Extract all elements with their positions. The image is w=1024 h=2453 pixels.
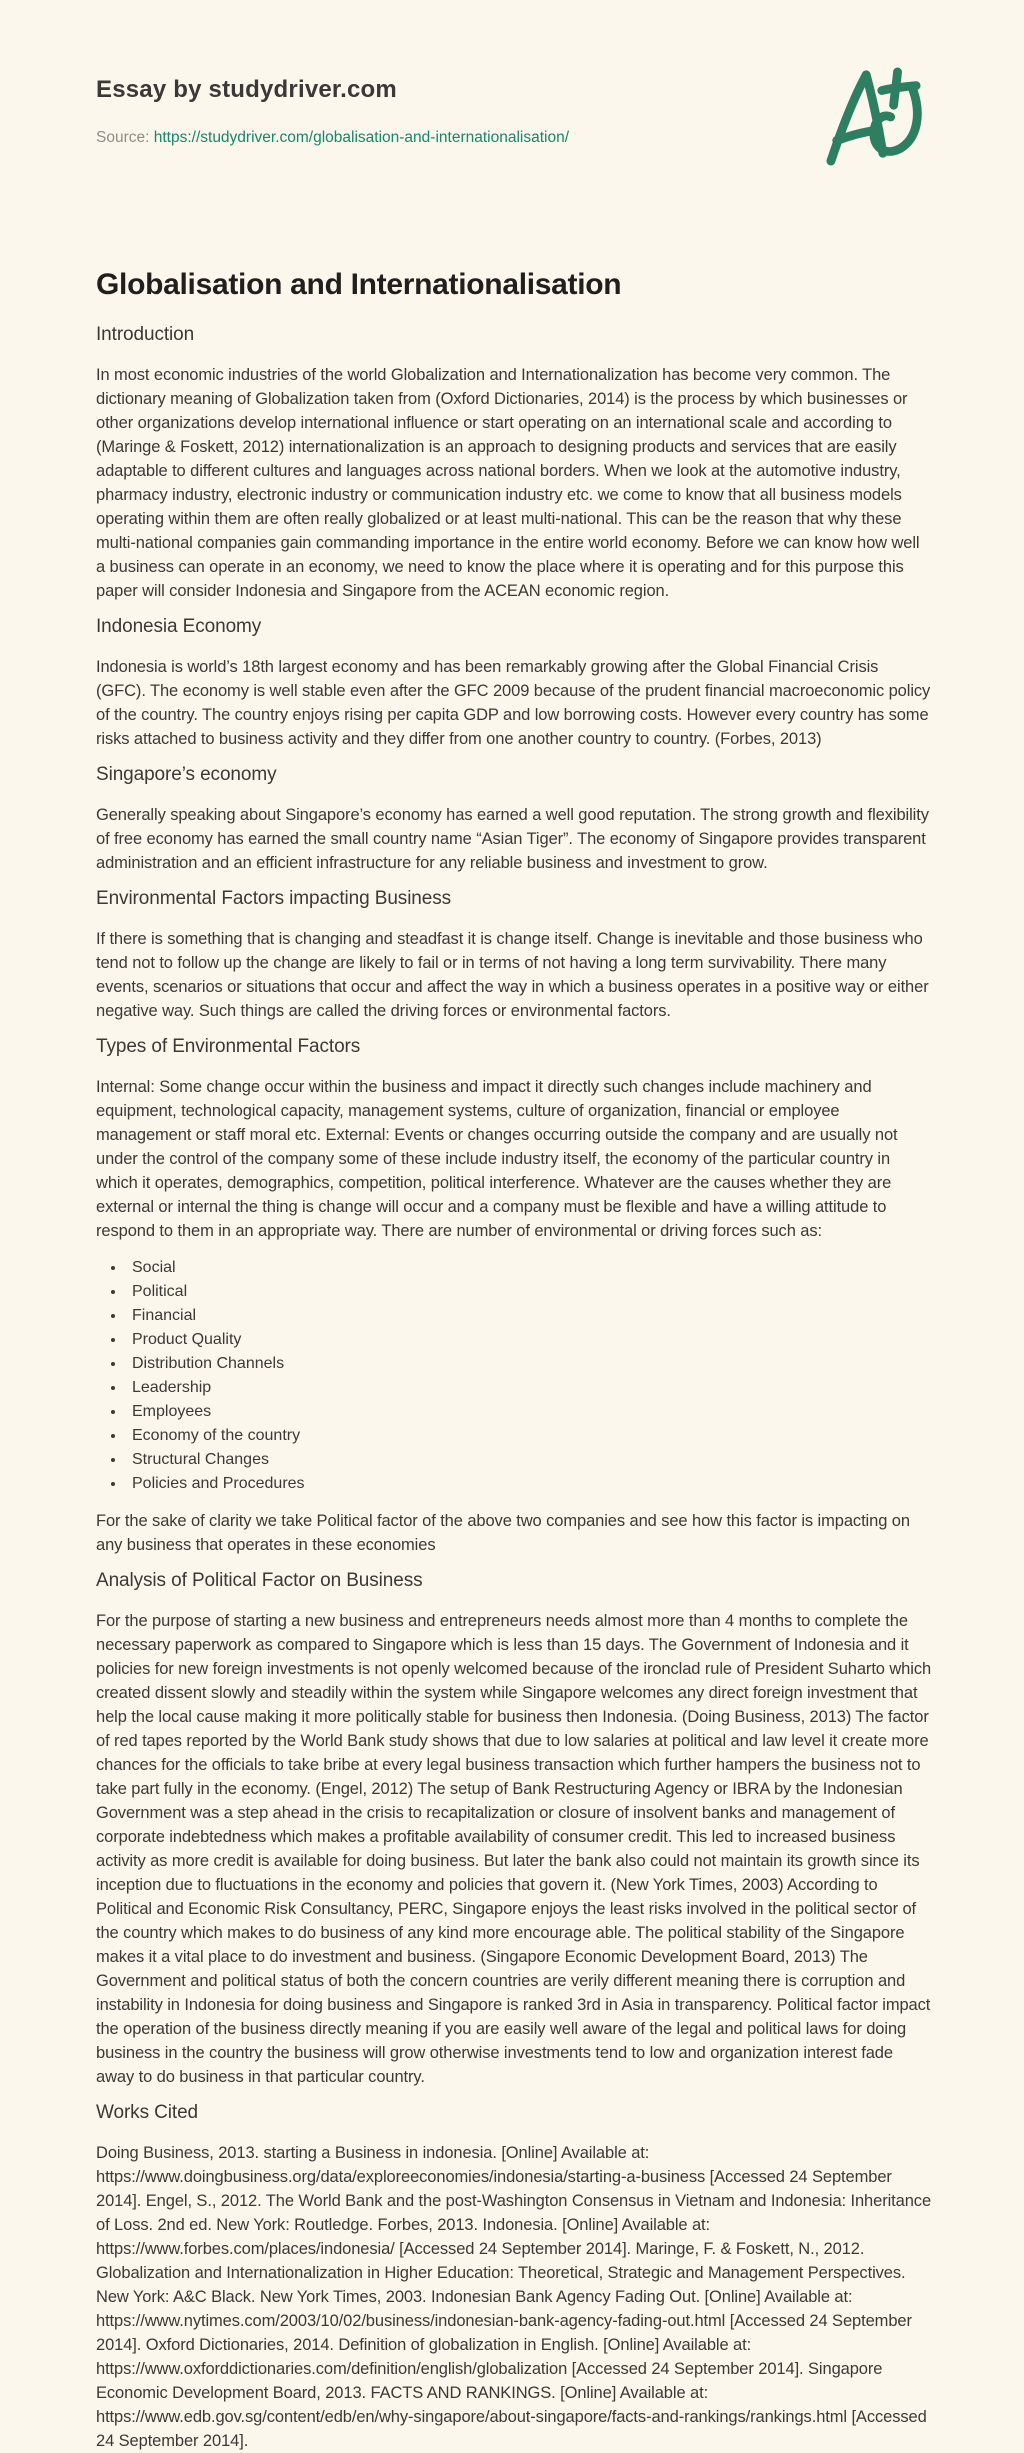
source-line xyxy=(96,129,569,147)
section-paragraph: If there is something that is changing and steadfast it is change itself. Change is inevitable and those business who tend not to follow up the change are likely to fail or in terms of not having a long term survivability. There many events, scenarios or situations that occur and affect the way in which a business operates in a positive way or either negative way. Such things are called the driving forces or environmental factors. xyxy=(96,930,929,1020)
list-item: • Product Quality xyxy=(126,1328,932,1352)
section-heading: Introduction xyxy=(96,324,195,345)
list-item: • Social xyxy=(126,1256,932,1280)
source-label: Source: xyxy=(96,129,150,146)
header-text-block xyxy=(96,76,569,147)
section-heading: Types of Environmental Factors xyxy=(96,1036,361,1057)
section-heading: Environmental Factors impacting Business xyxy=(96,888,452,909)
essay-body xyxy=(96,324,932,2453)
section-heading: Analysis of Political Factor on Business xyxy=(96,1570,423,1591)
section-paragraph: Indonesia is world’s 18th largest economy and has been remarkably growing after the Global Financial Crisis (GFC). The economy is well stable even after the GFC 2009 because of the prudent financial macroeconomic policy of the country. The country enjoys rising per capita GDP and low borrowing costs. However every country has some risks attached to business activity and they differ from one another country to country. (Forbes, 2013) xyxy=(96,658,931,748)
section-paragraph: In most economic industries of the world Globalization and Internationalization has become very common. The dictionary meaning of Globalization taken from (Oxford Dictionaries, 2014) is the process by which businesses or other organizations develop international influence or start operating on an international scale and according to (Maringe & Foskett, 2012) internationalization is an approach to designing products and services that are easily adaptable to different cultures and languages across national borders. When we look at the automotive industry, pharmacy industry, electronic industry or communication industry etc. we come to know that all business models operating within them are often really globalized or at least multi-national. This can be the reason that why these multi-national companies gain commanding importance in the entire world economy. Before we can know how well a business can operate in an economy, we need to know the place where it is operating and for this purpose this paper will consider Indonesia and Singapore from the ACEAN economic region. xyxy=(96,366,920,600)
essay-section xyxy=(96,1036,932,1557)
factors-list xyxy=(96,1256,932,1496)
section-heading: Singapore’s economy xyxy=(96,764,277,785)
list-item: • Policies and Procedures xyxy=(126,1472,932,1496)
section-heading: Works Cited xyxy=(96,2102,199,2123)
list-item: • Economy of the country xyxy=(126,1424,932,1448)
essay-section xyxy=(96,616,932,751)
section-paragraph: For the sake of clarity we take Political factor of the above two companies and see how this factor is impacting on any business that operates in these economies xyxy=(96,1512,910,1554)
section-paragraph: Internal: Some change occur within the business and impact it directly such changes include machinery and equipment, technological capacity, management systems, culture of organization, financial or employee management or staff moral etc. External: Events or changes occurring outside the company and are usually not under the control of the company some of these include industry itself, the economy of the particular country in which it operates, demographics, competition, political interference. Whatever are the causes whether they are external or internal the thing is change will occur and a company must be flexible and have a willing attitude to respond to them in an appropriate way. There are number of environmental or driving forces such as: xyxy=(96,1078,898,1240)
section-paragraph: Doing Business, 2013. starting a Business in indonesia. [Online] Available at: https://www.doingbusiness.org/data/exploreeconomies/indonesia/starting-a-business [Accessed 24 September 2014]. Engel, S., 2012. The World Bank and the post-Washington Consensus in Vietnam and Indonesia: Inheritance of Loss. 2nd ed. New York: Routledge. Forbes, 2013. Indonesia. [Online] Available at: https://www.forbes.com/places/indonesia/ [Accessed 24 September 2014]. Maringe, F. & Foskett, N., 2012. Globalization and Internationalization in Higher Education: Theoretical, Strategic and Management Perspectives. New York: A&C Black. New York Times, 2003. Indonesian Bank Agency Fading Out. [Online] Available at: https://www.nytimes.com/2003/10/02/business/indonesian-bank-agency-fading-out.html [Accessed 24 September 2014]. Oxford Dictionaries, 2014. Definition of globalization in English. [Online] Available at: https://www.oxforddictionaries.com/definition/english/globalization [Accessed 24 September 2014]. Singapore Economic Development Board, 2013. FACTS AND RANKINGS. [Online] Available at: https://www.edb.gov.sg/content/edb/en/why-singapore/about-singapore/facts-and-rankings/rankings.html [Accessed 24 September 2014]. xyxy=(96,2144,932,2450)
list-item: • Employees xyxy=(126,1400,932,1424)
list-item: • Distribution Channels xyxy=(126,1352,932,1376)
list-item: • Financial xyxy=(126,1304,932,1328)
section-paragraph: Generally speaking about Singapore’s economy has earned a well good reputation. The strong growth and flexibility of free economy has earned the small country name “Asian Tiger”. The economy of Singapore provides transparent administration and an efficient infrastructure for any reliable business and investment to grow. xyxy=(96,806,929,872)
essay-section xyxy=(96,888,932,1023)
essay-section xyxy=(96,2102,932,2453)
essay-section xyxy=(96,1570,932,2089)
essay-title: Globalisation and Internationalisation xyxy=(96,268,622,301)
studydriver-a-plus-logo-icon xyxy=(826,66,924,166)
list-item: • Structural Changes xyxy=(126,1448,932,1472)
essay-section xyxy=(96,764,932,875)
byline: Essay by studydriver.com xyxy=(96,76,397,103)
list-item: • Leadership xyxy=(126,1376,932,1400)
source-link[interactable]: https://studydriver.com/globalisation-and-internationalisation/ xyxy=(153,129,570,146)
section-paragraph: For the purpose of starting a new business and entrepreneurs needs almost more than 4 months to complete the necessary paperwork as compared to Singapore which is less than 15 days. The Government of Indonesia and it policies for new foreign investments is not openly welcomed because of the ironclad rule of President Suharto which created dissent slowly and steadily within the system while Singapore welcomes any direct foreign investment that help the local cause making it more politically stable for business then Indonesia. (Doing Business, 2013) The factor of red tapes reported by the World Bank study shows that due to low salaries at political and law level it create more chances for the officials to take bribe at every legal business transaction which further hampers the business not to take part fully in the economy. (Engel, 2012) The setup of Bank Restructuring Agency or IBRA by the Indonesian Government was a step ahead in the crisis to recapitalization or closure of insolvent banks and management of corporate indebtedness which makes a profitable availability of consumer credit. This led to increased business activity as more credit is available for doing business. But later the bank also could not maintain its growth since its inception due to fluctuations in the economy and policies that govern it. (New York Times, 2003) According to Political and Economic Risk Consultancy, PERC, Singapore enjoys the least risks involved in the political sector of the country which makes to do business of any kind more encourage able. The political stability of the Singapore makes it a vital place to do investment and business. (Singapore Economic Development Board, 2013) The Government and political status of both the concern countries are verily different meaning there is corruption and instability in Indonesia for doing business and Singapore is ranked 3rd in Asia in transparency. Political factor impact the operation of the business directly meaning if you are easily well aware of the legal and political laws for doing business in the country the business will grow otherwise investments tend to low and organization interest fade away to do business in that particular country. xyxy=(96,1612,932,2086)
essay-section xyxy=(96,324,932,603)
page-header xyxy=(96,0,932,166)
section-heading: Indonesia Economy xyxy=(96,616,262,637)
list-item: • Political xyxy=(126,1280,932,1304)
